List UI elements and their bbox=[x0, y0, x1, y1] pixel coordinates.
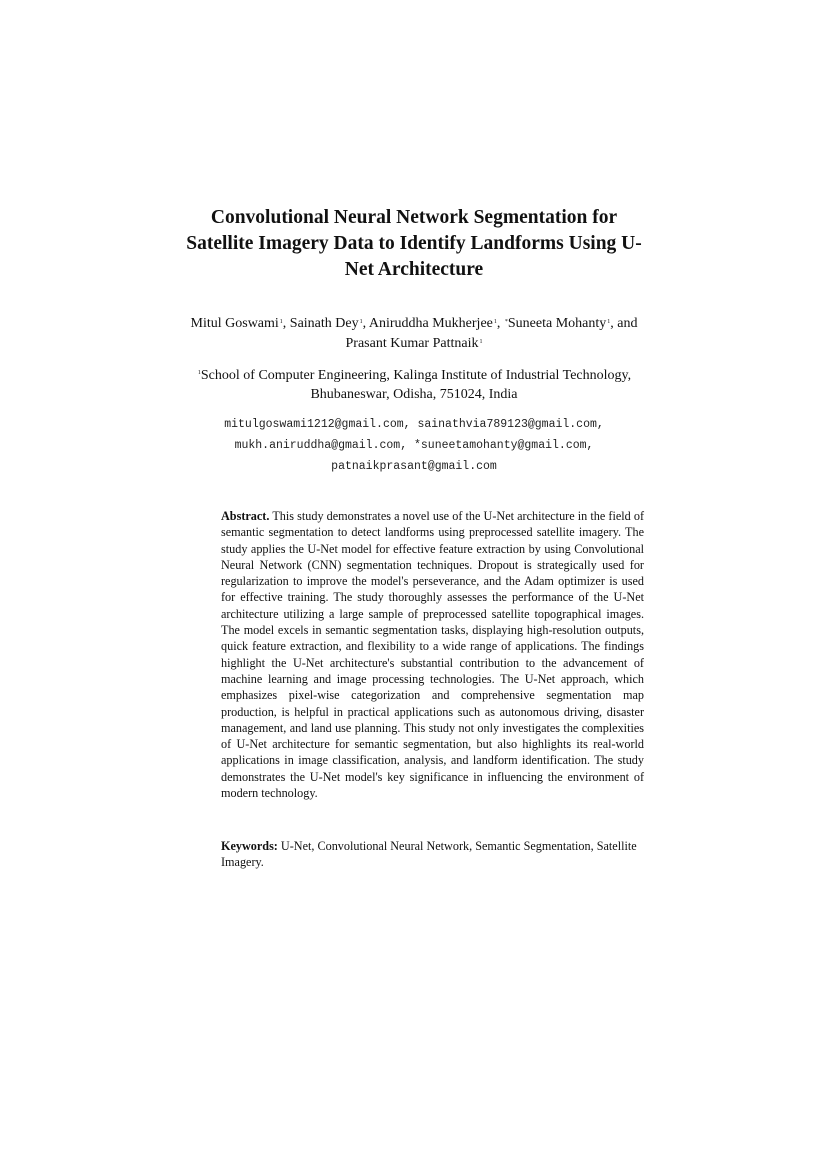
abstract-paragraph bbox=[221, 508, 644, 801]
author-name: Mitul Goswami bbox=[190, 316, 279, 331]
title-line-1: Convolutional Neural Network Segmentation for bbox=[210, 207, 618, 228]
email-line-3: patnaikprasant@gmail.com bbox=[331, 460, 497, 473]
affiliation-line-2: Bhubaneswar, Odisha, 751024, India bbox=[310, 387, 518, 402]
affiliation-mark: 1 bbox=[479, 339, 483, 345]
author-name: Prasant Kumar Pattnaik bbox=[345, 336, 479, 351]
author-name: Sainath Dey bbox=[289, 316, 359, 331]
affiliation-line-1 bbox=[180, 366, 648, 385]
corresponding-author-mark: * bbox=[504, 319, 508, 325]
author-separator: , bbox=[496, 316, 504, 331]
author-line-1 bbox=[165, 314, 663, 334]
affiliation-mark: 1 bbox=[607, 319, 611, 325]
author-line-2 bbox=[165, 334, 663, 354]
keywords-text: U-Net, Convolutional Neural Network, Semantic Segmentation, Satellite Imagery. bbox=[221, 839, 637, 870]
affiliation-mark: 1 bbox=[493, 319, 497, 325]
email-block bbox=[160, 414, 668, 477]
keywords-paragraph bbox=[221, 838, 644, 871]
paper-title bbox=[160, 205, 668, 283]
abstract-text: This study demonstrates a novel use of the U-Net architecture in the field of semantic segmentation to detect landforms using preprocessed satellite imagery. The study applies the U-Net model for effective feature extraction by using Convolutional Neural Network (CNN) segmentation techniques. Dropout is strategically used for regularization to improve the model's perseverance, and the Adam optimizer is used for effective training. The study thoroughly assesses the performance of the U-Net architecture utilizing a large sample of preprocessed satellite topographical images. The model excels in semantic segmentation tasks, displaying high-resolution outputs, quick feature extraction, and flexibility to a wide range of applications. The findings highlight the U-Net architecture's substantial contribution to the advancement of machine learning and image processing technologies. The U-Net approach, which emphasizes pixel-wise categorization and comprehensive segmentation map production, is helpful in practical applications such as autonomous driving, disaster management, and land use planning. This study not only investigates the complexities of U-Net architecture for semantic segmentation, but also highlights its real-world applications in image classification, analysis, and landform identification. The study demonstrates the U-Net model's key significance in influencing the environment of modern technology. bbox=[221, 509, 645, 801]
title-line-2: Satellite Imagery Data to Identify Landforms Using U- bbox=[186, 233, 642, 254]
keywords-label: Keywords: bbox=[221, 839, 278, 853]
author-separator: , bbox=[282, 316, 290, 331]
affiliation-mark: 1 bbox=[279, 319, 283, 325]
author-name: Aniruddha Mukherjee bbox=[368, 316, 493, 331]
affiliation-block bbox=[180, 366, 648, 404]
email-line-2: mukh.aniruddha@gmail.com, *suneetamohanty@gmail.com, bbox=[234, 439, 594, 452]
affiliation-text: School of Computer Engineering, Kalinga Institute of Industrial Technology, bbox=[200, 368, 632, 383]
author-list bbox=[165, 314, 663, 354]
affiliation-mark: 1 bbox=[197, 370, 201, 376]
author-name: Suneeta Mohanty bbox=[507, 316, 607, 331]
author-conjunction: , and bbox=[610, 316, 638, 331]
affiliation-mark: 1 bbox=[359, 319, 363, 325]
title-line-3: Net Architecture bbox=[344, 259, 484, 280]
email-line-1: mitulgoswami1212@gmail.com, sainathvia789123@gmail.com, bbox=[224, 418, 604, 431]
abstract-label: Abstract. bbox=[221, 509, 270, 523]
author-separator: , bbox=[362, 316, 369, 331]
